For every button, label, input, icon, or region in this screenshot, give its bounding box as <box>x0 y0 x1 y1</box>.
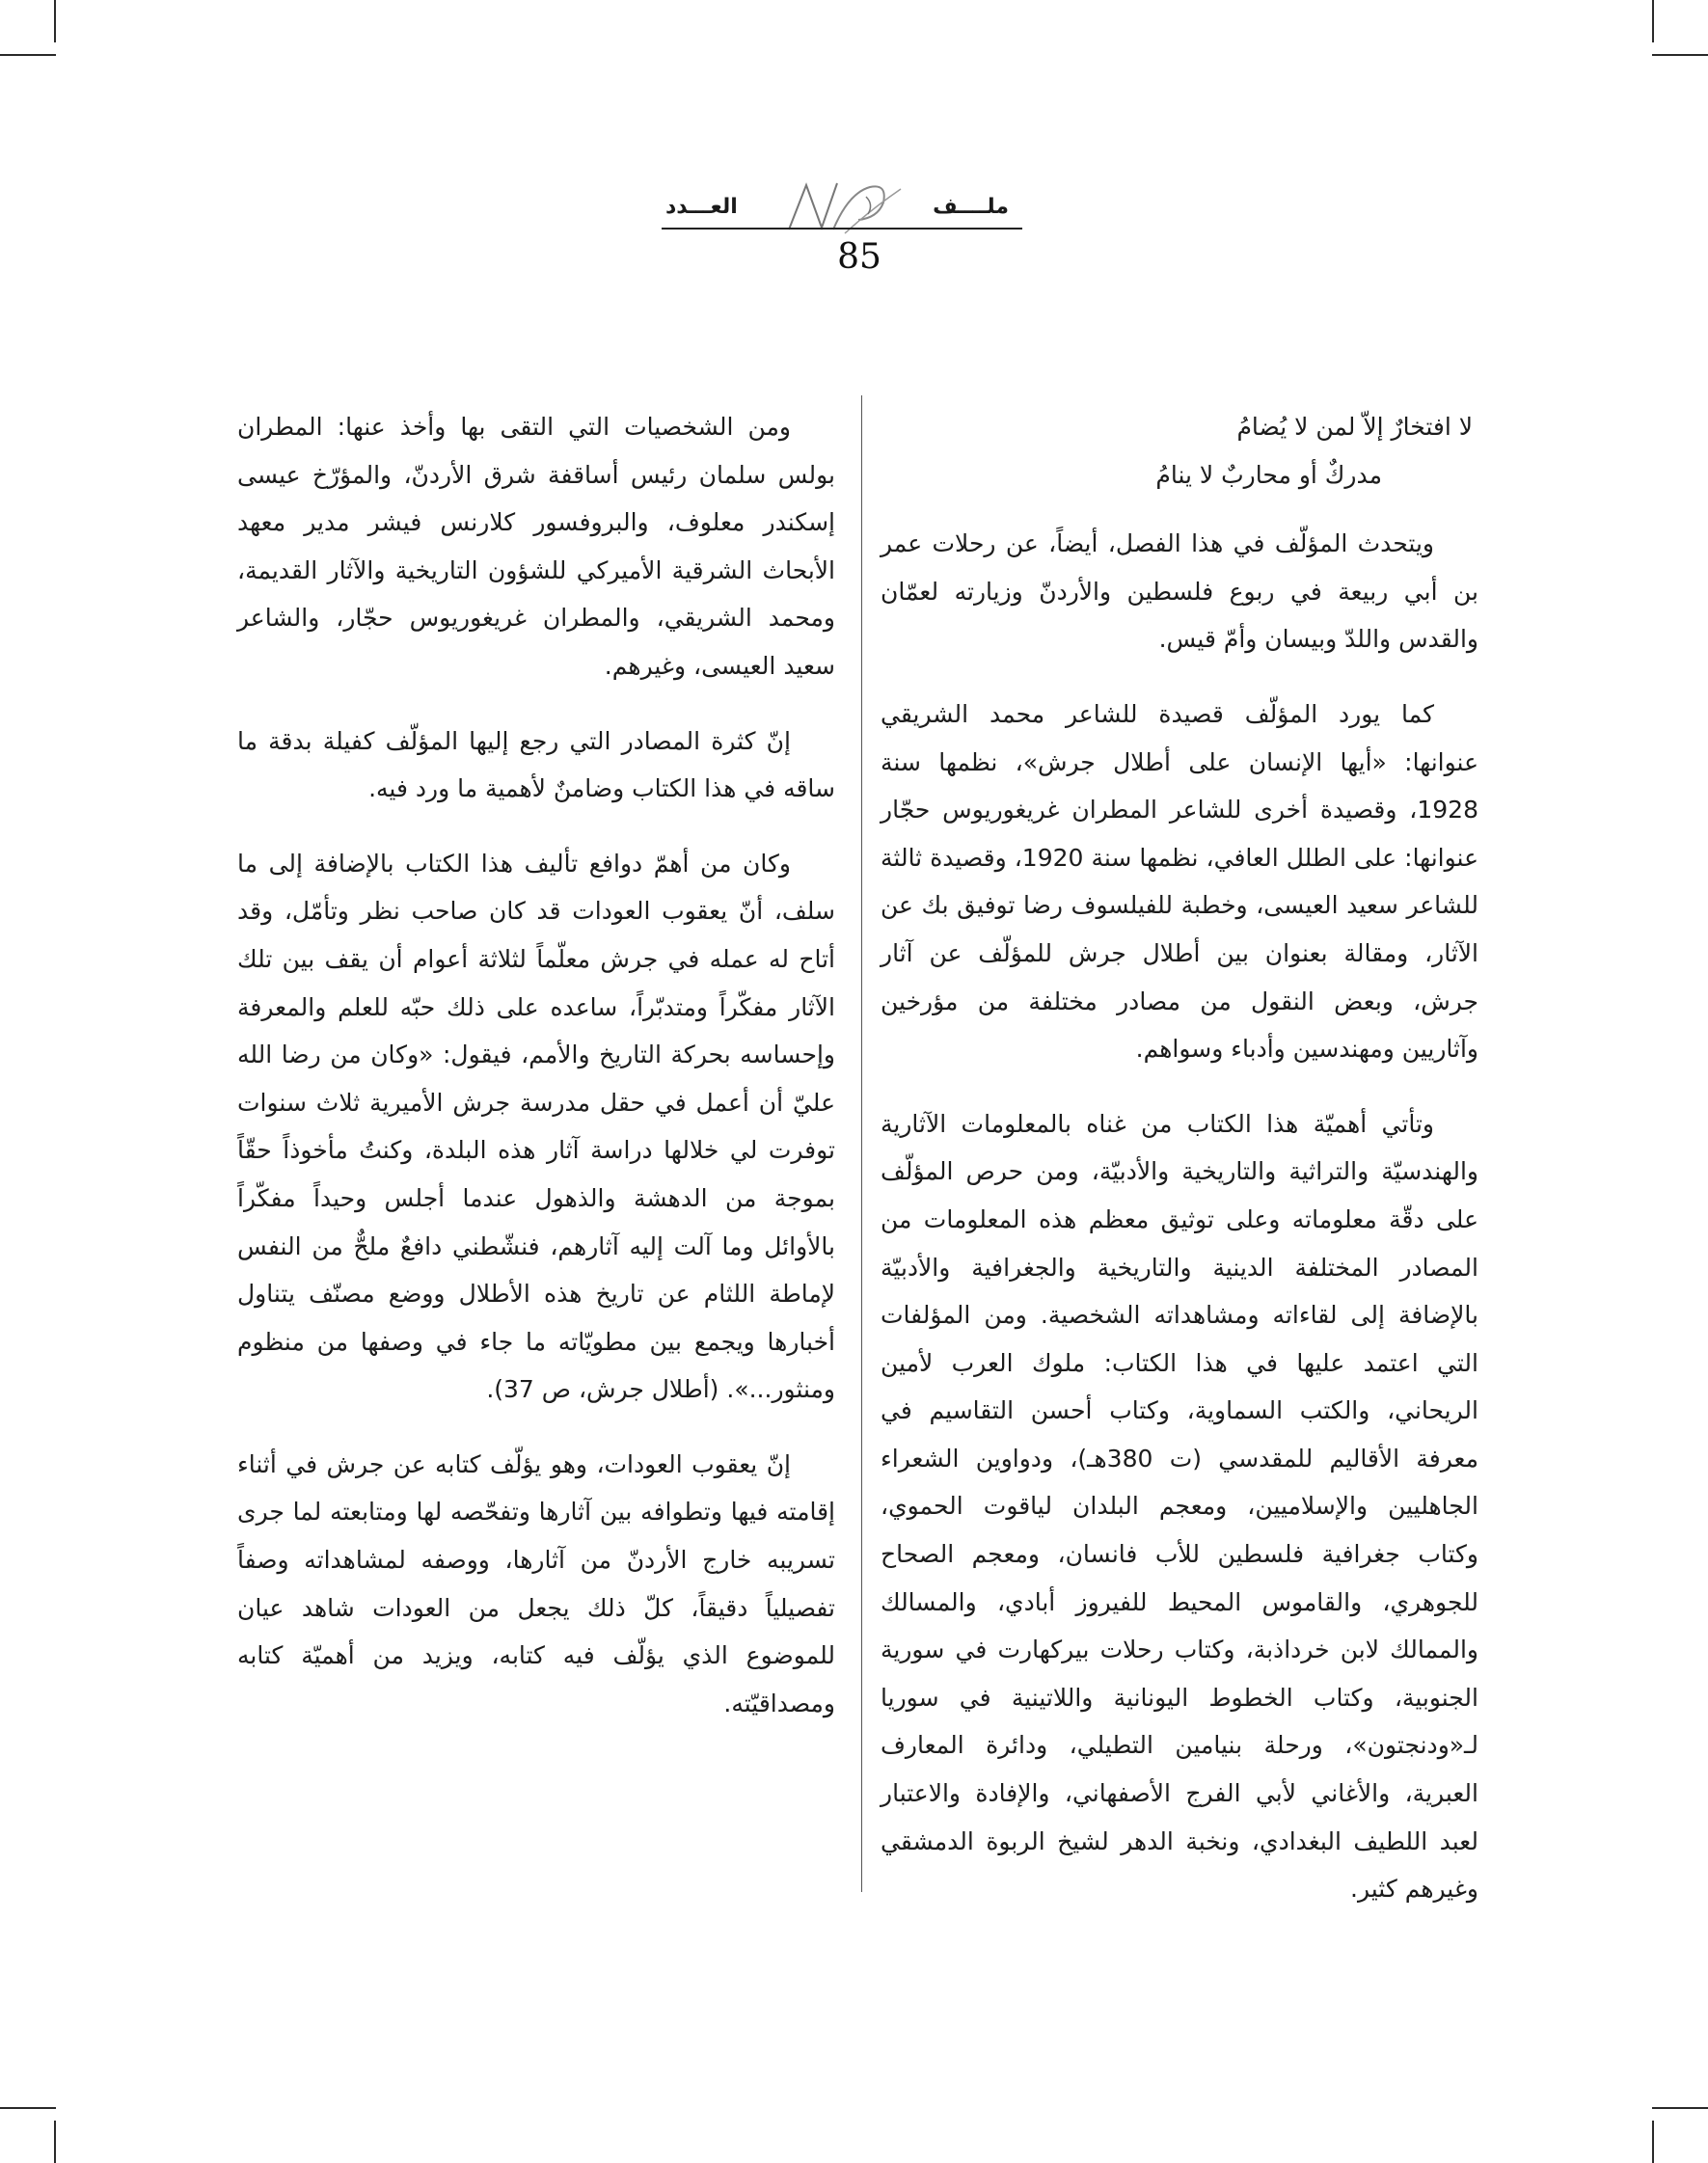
crop-mark-bottom-right-h <box>1652 2107 1708 2109</box>
crop-mark-top-left <box>54 0 56 42</box>
left-column <box>237 403 835 1754</box>
section-label: ملــــف <box>933 195 1009 219</box>
crop-mark-bottom-left <box>54 2121 56 2163</box>
paragraph: كما يورد المؤلّف قصيدة للشاعر محمد الشريقي عنوانها: «أيها الإنسان على أطلال جرش»، نظمها سنة 1928، وقصيدة أخرى للشاعر المطران غريغوريوس حجّار عنوانها: على الطلل العافي، نظمها سنة 1920، وقصيدة ثالثة للشاعر سعيد العيسى، وخطبة للفيلسوف رضا توفيق بك عن الآثار، ومقالة بعنوان بين أطلال جرش للمؤلّف عن آثار جرش، وبعض النقول من مصادر مختلفة من مؤرخين وآثاريين ومهندسين وأدباء وسواهم. <box>881 699 1478 1064</box>
paragraph: إنّ كثرة المصادر التي رجع إليها المؤلّف كفيلة بدقة ما ساقه في هذا الكتاب وضامنٌ لأهمية ما ورد فيه. <box>237 726 835 803</box>
page-number: 85 <box>837 237 881 277</box>
issue-label: العـــدد <box>665 195 738 219</box>
right-column <box>881 403 1478 1940</box>
paragraph: وكان من أهمّ دوافع تأليف هذا الكتاب بالإضافة إلى ما سلف، أنّ يعقوب العودات قد كان صاحب نظر وتأمّل، وقد أتاح له عمله في جرش معلّماً لثلاثة أعوام أن يقف بين تلك الآثار مفكّراً ومتدبّراً، ساعده على ذلك حبّه للعلم والمعرفة وإحساسه بحركة التاريخ والأمم، فيقول: «وكان من رضا الله عليّ أن أعمل في حقل مدرسة جرش الأميرية ثلاث سنوات توفرت لي خلالها دراسة آثار هذه البلدة، وكنتُ مأخوذاً حقّاً بموجة من الدهشة والذهول عندما أجلس وحيداً مفكّراً بالأوائل وما آلت إليه آثارهم، فنشّطني دافعٌ ملحٌّ من النفس لإماطة اللثام عن تاريخ هذه الأطلال ووضع مصنّف يتناول أخبارها ويجمع بين مطويّاته ما جاء في وصفها من منظوم ومنثور...». (أطلال جرش، ص 37). <box>237 849 835 1404</box>
magazine-logo-icon <box>777 176 908 243</box>
header-rule <box>662 228 1022 230</box>
paragraph: وتأتي أهميّة هذا الكتاب من غناه بالمعلومات الآثارية والهندسيّة والتراثية والتاريخية والأدبيّة، ومن حرص المؤلّف على دقّة معلوماته وعلى توثيق معظم هذه المعلومات من المصادر المختلفة الدينية والتاريخية والجغرافية والأدبيّة بالإضافة إلى لقاءاته ومشاهداته الشخصية. ومن المؤلفات التي اعتمد عليها في هذا الكتاب: ملوك العرب لأمين الريحاني، والكتب السماوية، وكتاب أحسن التقاسيم في معرفة الأقاليم للمقدسي (ت 380هـ)، ودواوين الشعراء الجاهليين والإسلاميين، ومعجم البلدان لياقوت الحموي، وكتاب جغرافية فلسطين للأب فانسان، ومعجم الصحاح للجوهري، والقاموس المحيط للفيروز أبادي، والمسالك والممالك لابن خرداذبة، وكتاب رحلات بيركهارت في سورية الجنوبية، وكتاب الخطوط اليونانية واللاتينية في سوريا لـ«ودنجتون»، ورحلة بنيامين التطيلي، ودائرة المعارف العبرية، والأغاني لأبي الفرج الأصفهاني، والإفادة والاعتبار لعبد اللطيف البغدادي، ونخبة الدهر لشيخ الربوة الدمشقي وغيرهم كثير. <box>881 1109 1478 1904</box>
verse-line: لا افتخارٌ إلاّ لمن لا يُضامُ <box>1236 413 1473 441</box>
paragraph: ومن الشخصيات التي التقى بها وأخذ عنها: المطران بولس سلمان رئيس أساقفة شرق الأردنّ، والمؤرّخ عيسى إسكندر معلوف، والبروفسور كلارنس فيشر مدير معهد الأبحاث الشرقية الأميركي للشؤون التاريخية والآثار القديمة، ومحمد الشريقي، والمطران غريغوريوس حجّار، والشاعر سعيد العيسى، وغيرهم. <box>237 413 835 680</box>
crop-mark-bottom-left-h <box>0 2107 56 2109</box>
crop-mark-top-right-h <box>1652 54 1708 56</box>
crop-mark-top-left-h <box>0 54 56 56</box>
crop-mark-top-right <box>1652 0 1654 42</box>
paragraph: ويتحدث المؤلّف في هذا الفصل، أيضاً، عن رحلات عمر بن أبي ربيعة في ربوع فلسطين والأردنّ وزيارته لعمّان والقدس واللدّ وبيسان وأمّ قيس. <box>881 529 1478 654</box>
crop-mark-bottom-right <box>1652 2121 1654 2163</box>
paragraph: إنّ يعقوب العودات، وهو يؤلّف كتابه عن جرش في أثناء إقامته فيها وتطوافه بين آثارها وتفحّصه لها ومتابعته لما جرى تسريبه خارج الأردنّ من آثارها، ووصفه لمشاهداته وصفاً تفصيلياً دقيقاً، كلّ ذلك يجعل من العودات شاهد عيان للموضوع الذي يؤلّف فيه كتابه، ويزيد من أهميّة كتابه ومصداقيّته. <box>237 1449 835 1717</box>
column-divider <box>861 395 862 1892</box>
verse-line: مدركٌ أو محاربٌ لا ينامُ <box>1155 460 1382 489</box>
